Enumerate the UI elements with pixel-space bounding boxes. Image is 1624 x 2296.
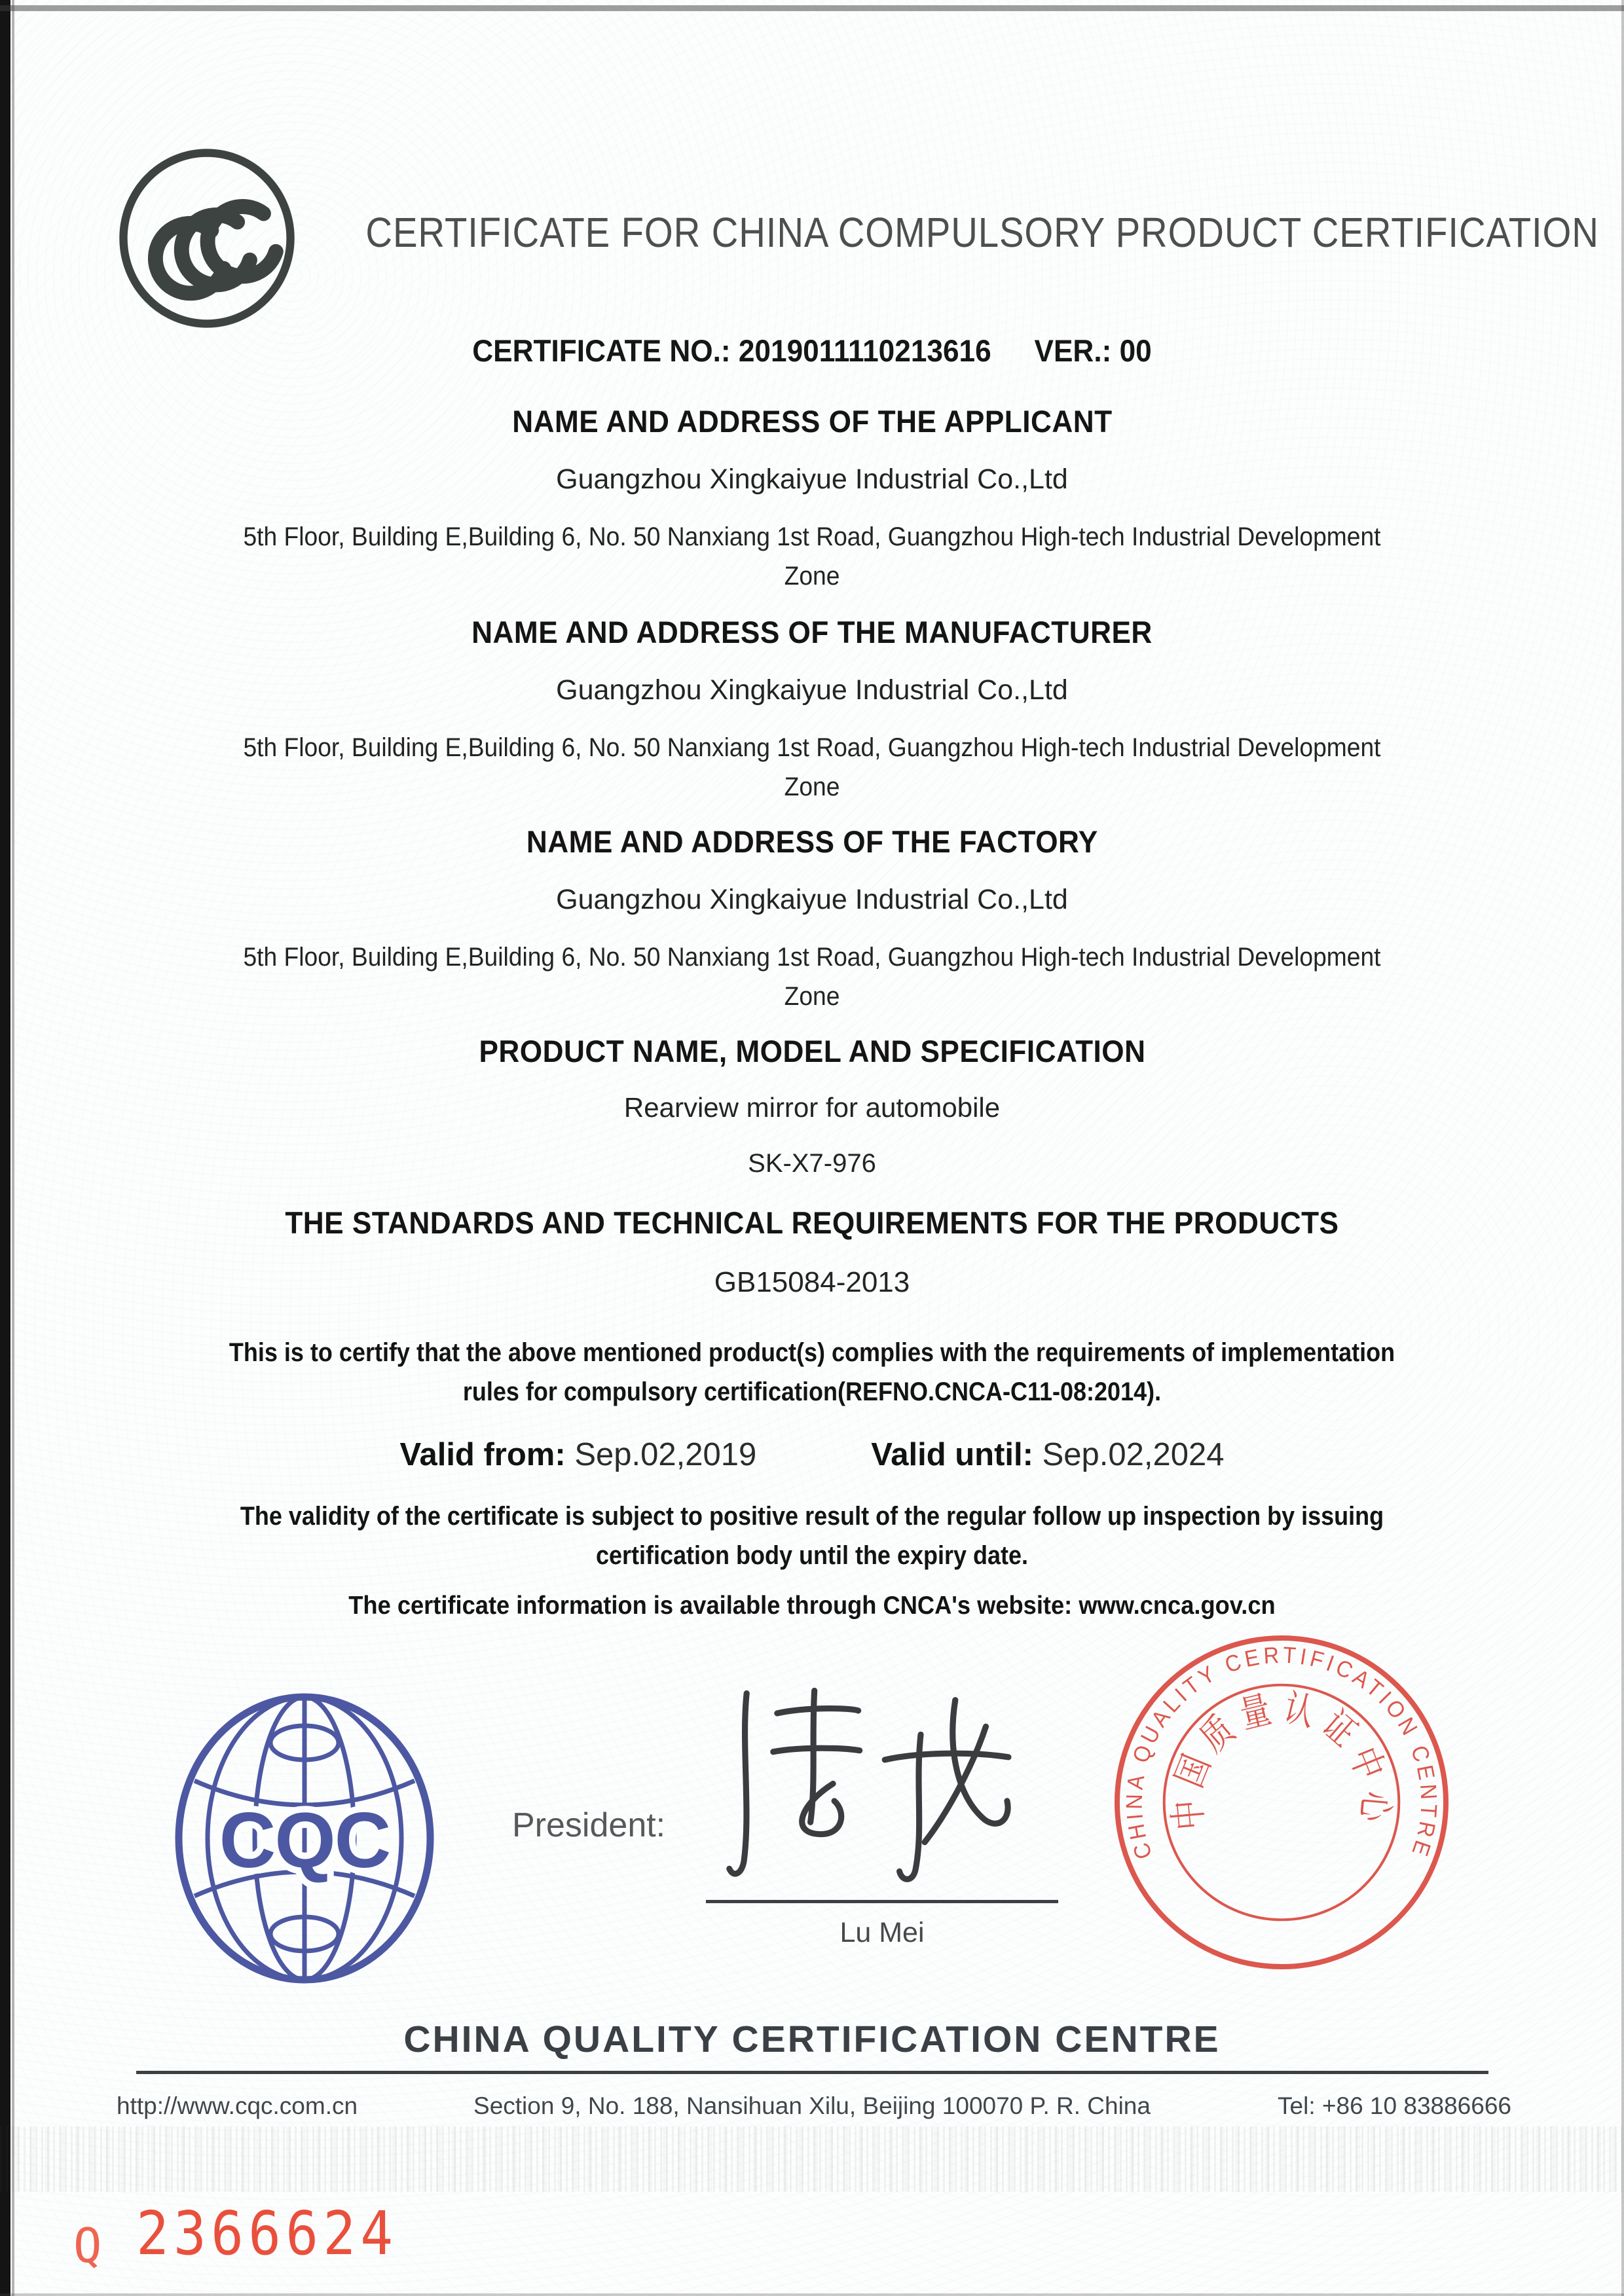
seal-inner-text: 中国质量认证中心 bbox=[1165, 1684, 1399, 1842]
cqc-logo-text: CQC bbox=[219, 1796, 390, 1884]
manufacturer-section-heading-row bbox=[0, 614, 1624, 650]
applicant-address: 5th Floor, Building E,Building 6, No. 50 Nanxiang 1st Road, Guangzhou High-tech Industrial Development Zone bbox=[243, 522, 1381, 591]
product-name-row bbox=[0, 1092, 1624, 1123]
certificate-version: VER.: 00 bbox=[1034, 333, 1152, 368]
president-signature bbox=[704, 1671, 1044, 1897]
manufacturer-heading: NAME AND ADDRESS OF THE MANUFACTURER bbox=[471, 615, 1153, 649]
applicant-company-row bbox=[0, 464, 1624, 496]
product-model: SK-X7-976 bbox=[748, 1149, 876, 1178]
certify-statement-row bbox=[0, 1333, 1624, 1412]
standards-value: GB15084-2013 bbox=[714, 1266, 910, 1298]
follow-up-row bbox=[0, 1497, 1624, 1575]
applicant-company: Guangzhou Xingkaiyue Industrial Co.,Ltd bbox=[556, 464, 1068, 495]
factory-heading: NAME AND ADDRESS OF THE FACTORY bbox=[526, 824, 1098, 859]
standards-value-row bbox=[0, 1266, 1624, 1299]
ccc-logo-icon bbox=[117, 148, 297, 329]
scan-edge-top bbox=[0, 5, 1624, 11]
standards-heading-row bbox=[0, 1205, 1624, 1241]
applicant-heading: NAME AND ADDRESS OF THE APPLICANT bbox=[511, 404, 1113, 439]
footer-tel: Tel: +86 10 83886666 bbox=[1278, 2092, 1511, 2119]
manufacturer-address-row bbox=[0, 728, 1624, 807]
factory-company: Guangzhou Xingkaiyue Industrial Co.,Ltd bbox=[556, 884, 1068, 915]
factory-section-heading-row bbox=[0, 824, 1624, 860]
product-heading-row bbox=[0, 1033, 1624, 1069]
cnca-note: The certificate information is available through CNCA's website: www.cnca.gov.cn bbox=[348, 1592, 1276, 1620]
factory-company-row bbox=[0, 884, 1624, 916]
footer-address: Section 9, No. 188, Nansihuan Xilu, Beijing 100070 P. R. China bbox=[473, 2092, 1151, 2119]
certificate-number-row bbox=[0, 333, 1624, 369]
cqc-seal-icon bbox=[1112, 1633, 1451, 1972]
product-heading: PRODUCT NAME, MODEL AND SPECIFICATION bbox=[478, 1034, 1145, 1068]
footer-website: http://www.cqc.com.cn bbox=[117, 2092, 358, 2119]
manufacturer-company-row bbox=[0, 674, 1624, 706]
certificate-title-wrap bbox=[282, 208, 1599, 257]
serial-prefix: Q bbox=[73, 2218, 102, 2273]
serial-number: 2366624 bbox=[136, 2198, 398, 2269]
scan-edge-bottom bbox=[0, 2293, 1624, 2296]
president-label: President: bbox=[512, 1806, 666, 1844]
valid-until-date: Sep.02,2024 bbox=[1042, 1437, 1225, 1472]
product-name: Rearview mirror for automobile bbox=[623, 1092, 1001, 1123]
signature-line bbox=[706, 1900, 1058, 1903]
cnca-note-row bbox=[0, 1587, 1624, 1626]
applicant-section-heading-row bbox=[0, 403, 1624, 439]
factory-address: 5th Floor, Building E,Building 6, No. 50 Nanxiang 1st Road, Guangzhou High-tech Industrial Development Zone bbox=[243, 943, 1381, 1011]
valid-from-date: Sep.02,2019 bbox=[574, 1437, 757, 1472]
applicant-address-row bbox=[0, 517, 1624, 596]
valid-until-label: Valid until: bbox=[871, 1437, 1033, 1472]
president-name: Lu Mei bbox=[840, 1917, 925, 1948]
validity-row bbox=[0, 1436, 1624, 1473]
standards-heading: THE STANDARDS AND TECHNICAL REQUIREMENTS FOR THE PRODUCTS bbox=[285, 1205, 1339, 1240]
cqc-logo-icon bbox=[167, 1688, 442, 1989]
valid-until bbox=[871, 1436, 1224, 1473]
organization-name: CHINA QUALITY CERTIFICATION CENTRE bbox=[403, 2018, 1221, 2060]
valid-from-label: Valid from: bbox=[399, 1437, 566, 1472]
product-model-row bbox=[0, 1149, 1624, 1178]
certificate-number: CERTIFICATE NO.: 2019011110213616 bbox=[472, 333, 991, 368]
certificate-title: CERTIFICATE FOR CHINA COMPULSORY PRODUCT CERTIFICATION bbox=[365, 209, 1599, 256]
manufacturer-company: Guangzhou Xingkaiyue Industrial Co.,Ltd bbox=[556, 674, 1068, 706]
valid-from bbox=[399, 1436, 756, 1473]
footer-rule bbox=[136, 2071, 1488, 2074]
certify-statement: This is to certify that the above mentioned product(s) complies with the requirements of implementation rules for compulsory certification(REFNO.CNCA-C11-08:2014). bbox=[229, 1338, 1395, 1406]
manufacturer-address: 5th Floor, Building E,Building 6, No. 50 Nanxiang 1st Road, Guangzhou High-tech Industrial Development Zone bbox=[243, 733, 1381, 801]
factory-address-row bbox=[0, 938, 1624, 1016]
seal-ring-text: CHINA QUALITY CERTIFICATION CENTRE bbox=[1121, 1642, 1442, 1864]
follow-up-statement: The validity of the certificate is subject to positive result of the regular follow up inspection by issuing certification body until the expiry date. bbox=[240, 1502, 1384, 1570]
scan-noise-band bbox=[0, 2126, 1624, 2192]
